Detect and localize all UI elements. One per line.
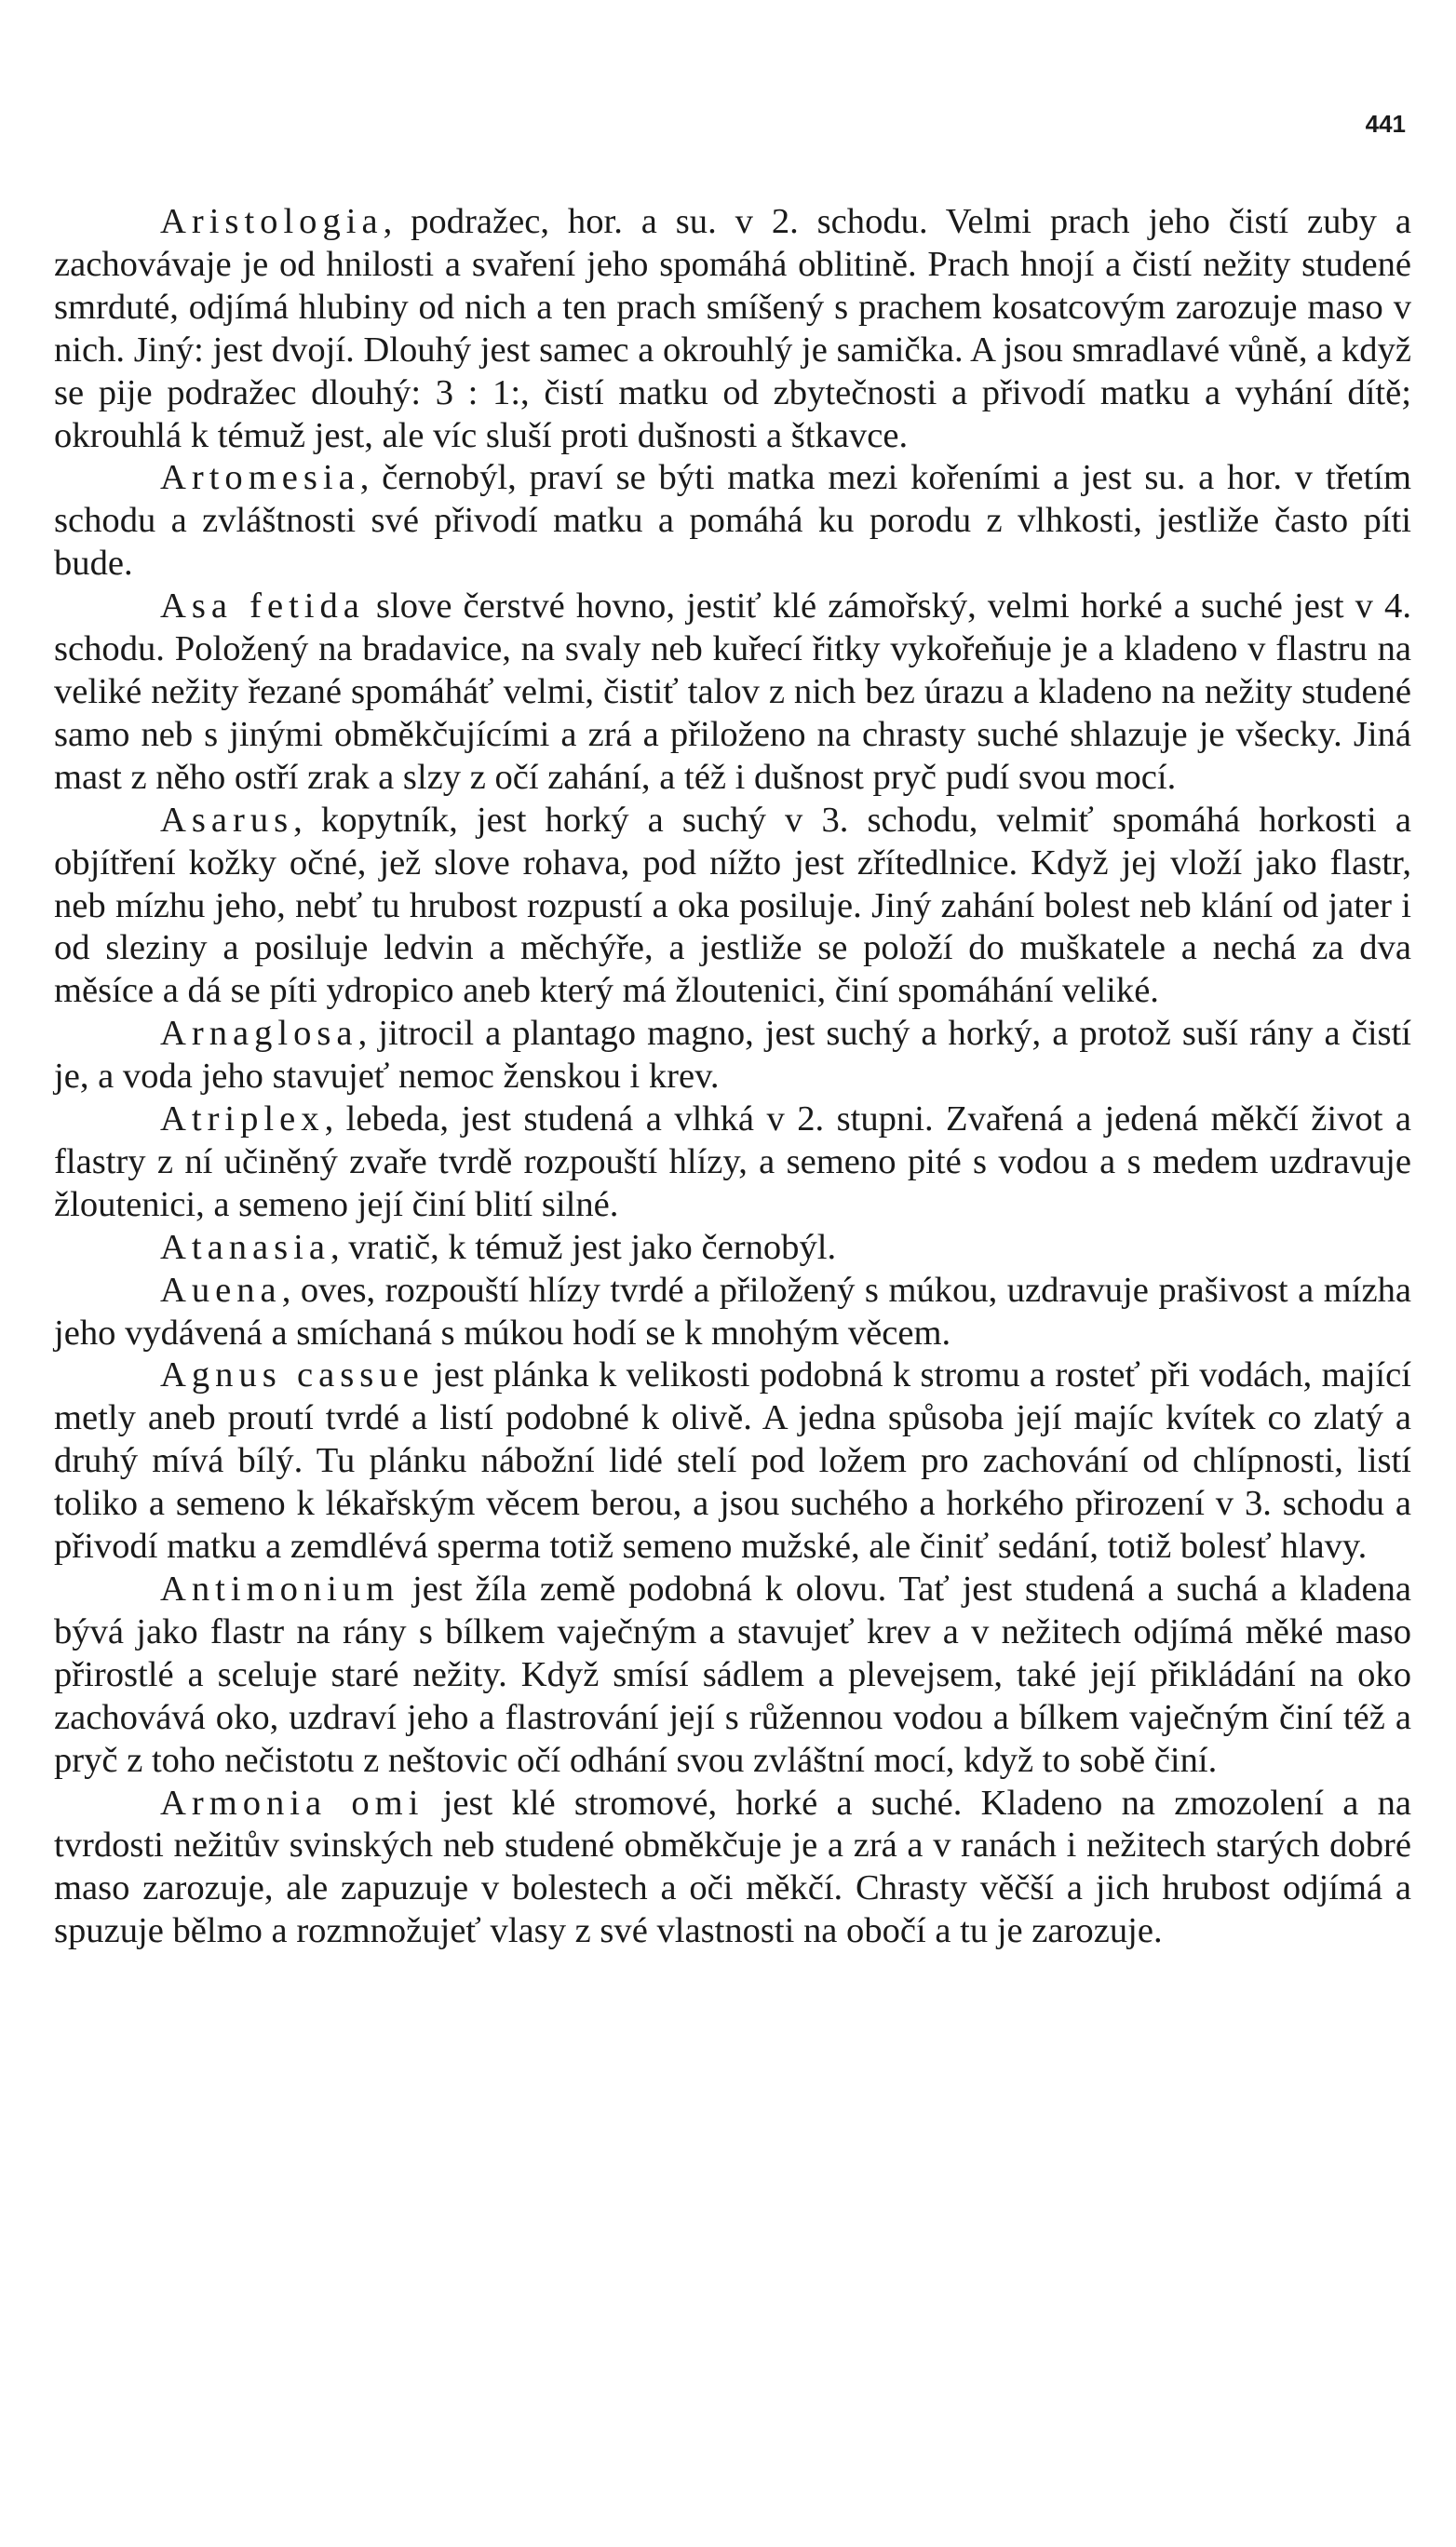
- page-body: [54, 201, 1411, 1953]
- entry-text: , vratič, k témuž jest jako černobýl.: [330, 1227, 837, 1267]
- entry-agnus-cassue: [54, 1354, 1411, 1569]
- entry-armonia-omi: [54, 1783, 1411, 1954]
- entry-antimonium: [54, 1569, 1411, 1783]
- entry-text: jest žíla země podobná k olovu. Tať jest studená a suchá a kladena bývá jako flastr na rány s bílkem vaječným a stavujeť krev a v nežitech odjímá měké maso přirostlé a sceluje staré nežity. Když smísí sádlem a plevejsem, také její přikládání na oko zachovává oko, uzdraví jeho a flastrování její s růžennou vodou a bílkem vaječným činí též a pryč z toho nečistotu z neštovic očí odhání svou zvláštní mocí, když to sobě činí.: [54, 1570, 1411, 1780]
- entry-term: Agnus cassue: [160, 1355, 425, 1395]
- entry-term: Armonia omi: [160, 1783, 425, 1823]
- entry-text: , oves, rozpouští hlízy tvrdé a přiložený s múkou, uzdravuje prašivost a mízha jeho vydávená a smíchaná s múkou hodí se k mnohým věcem.: [54, 1270, 1411, 1353]
- entry-asarus: [54, 800, 1411, 1014]
- entry-artomesia: [54, 457, 1411, 586]
- entry-term: Antimonium: [160, 1570, 400, 1609]
- entry-text: slove čerstvé hovno, jestiť klé zámořský, velmi horké a suché jest v 4. schodu. Položený na bradavice, na svaly neb kuřecí řitky vykořeňuje je a kladeno v flastru na veliké nežity řezané spomáháť velmi, čistiť talov z nich bez úrazu a kladeno na nežity studené samo neb s jinými obměkčujícími a zrá a přiloženo na chrasty suché shlazuje je všecky. Jiná mast z něho ostří zrak a slzy z očí zahání, a též i dušnost pryč pudí svou mocí.: [54, 586, 1411, 797]
- entry-text: , lebeda, jest studená a vlhká v 2. stupni. Zvařená a jedená měkčí život a flastry z ní učiněný zvaře tvrdě rozpouští hlízy, a semeno pité s vodou a s medem uzdravuje žloutenici, a semeno její činí blití silné.: [54, 1099, 1411, 1224]
- entry-aristologia: [54, 201, 1411, 457]
- entry-auena: [54, 1270, 1411, 1355]
- entry-term: Asarus: [160, 800, 294, 840]
- entry-term: Atriplex: [160, 1099, 325, 1139]
- entry-arnaglosa: [54, 1013, 1411, 1098]
- entry-term: Arnaglosa: [160, 1014, 358, 1054]
- entry-text: , černobýl, praví se býti matka mezi kořeními a jest su. a hor. v třetím schodu a zvláštnosti své přivodí matku a pomáhá ku porodu z vlhkosti, jestliže často píti bude.: [54, 458, 1411, 584]
- entry-term: Asa fetida: [160, 586, 365, 627]
- entry-text: jest plánka k velikosti podobná k stromu a rosteť při vodách, mající metly aneb proutí tvrdé a listí podobné k olivě. A jedna spůsoba její majíc kvítek co zlatý a druhý mívá bílý. Tu plánku nábožní lidé stelí pod ložem pro zachování od chlípnosti, listí toliko a semeno k lékařským věcem berou, a jsou suchého a horkého přirození v 3. schodu a přivodí matku a zemdlévá sperma totiž semeno mužské, ale činiť sedání, totiž bolesť hlavy.: [54, 1355, 1411, 1567]
- entry-term: Artomesia: [160, 458, 360, 498]
- entry-text: , podražec, hor. a su. v 2. schodu. Velmi prach jeho čistí zuby a zachovávaje je od hnilosti a svaření jeho spomáhá oblitině. Prach hnojí a čistí nežity studené smrduté, odjímá hlubiny od nich a ten prach smíšený s prachem kosatcovým zarozuje maso v nich. Jiný: jest dvojí. Dlouhý jest samec a okrouhlý je samička. A jsou smradlavé vůně, a když se pije podražec dlouhý: 3 : 1:, čistí matku od zbytečnosti a přivodí matku a vyhání dítě; okrouhlá k témuž jest, ale víc sluší proti dušnosti a štkavce.: [54, 202, 1411, 455]
- entry-text: , jitrocil a plantago magno, jest suchý a horký, a protož suší rány a čistí je, a voda jeho stavujeť nemoc ženskou i krev.: [54, 1014, 1411, 1097]
- entry-term: Auena: [160, 1270, 282, 1310]
- entry-atriplex: [54, 1098, 1411, 1227]
- entry-text: , kopytník, jest horký a suchý v 3. schodu, velmiť spomáhá horkosti a objítření kožky očné, jež slove rohava, pod nížto jest zřítedlnice. Když jej vloží jako flastr, neb mízhu jeho, nebť tu hrubost rozpustí a oka posiluje. Jiný zahání bolest neb klání od jater i od sleziny a posiluje ledvin a měchýře, a jestliže se položí do muškatele a nechá za dva měsíce a dá se píti ydropico aneb který má žloutenici, činí spomáhání veliké.: [54, 800, 1411, 1011]
- entry-text: jest klé stromové, horké a suché. Kladeno na zmozolení a na tvrdosti nežitův svinských neb studené obměkčuje je a zrá a v ranách i nežitech starých dobré maso zarozuje, ale zapuzuje v bolestech a oči měkčí. Chrasty věčší a jich hrubost odjímá a spuzuje bělmo a rozmnožujeť vlasy z své vlastnosti na obočí a tu je zarozuje.: [54, 1783, 1411, 1951]
- entry-term: Aristologia: [160, 202, 384, 241]
- entry-term: Atanasia: [160, 1227, 330, 1267]
- entry-atanasia: [54, 1227, 1411, 1270]
- entry-asa-fetida: [54, 586, 1411, 800]
- page-number: 441: [1365, 110, 1406, 138]
